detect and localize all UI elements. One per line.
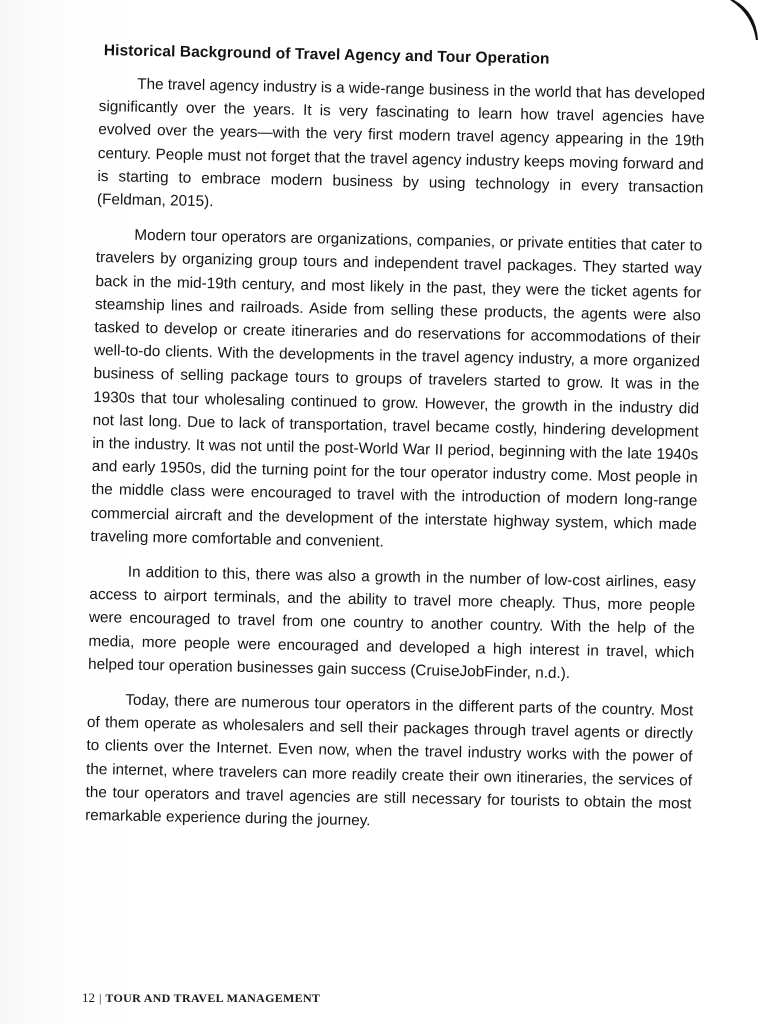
- footer-separator: |: [99, 991, 102, 1005]
- paragraph-4: Today, there are numerous tour operators in the different parts of the country. Most of them operate as wholesalers and sell their packages through travel agents or directly to clients over the Internet. Even now, when the travel industry works with the power of the internet, where travelers can more readily create their own itineraries, the services of the tour operators and travel agencies are still necessary for tourists to obtain the most remarkable experience during the journey.: [84, 691, 694, 830]
- paragraph-3: In addition to this, there was also a growth in the number of low-cost airlines, easy access to airport terminals, and the ability to travel more cheaply. Thus, more people were encouraged to travel from one country to another country. With the help of the media, more people were encouraged and developed a high interest in travel, which helped tour operation businesses gain success (CruiseJobFinder, n.d.).: [87, 563, 696, 683]
- paragraph-1: The travel agency industry is a wide-range business in the world that has developed significantly over the years. It is very fascinating to learn how travel agencies have evolved over the years—with the very first modern travel agency appearing in the 19th century. People must not forget that the travel agency industry keeps moving forward and is starting to embrace modern business by using technology in every transaction (Feldman, 2015).: [96, 75, 706, 211]
- page-number: 12: [82, 990, 95, 1005]
- page-footer: [82, 990, 320, 1006]
- section-heading: Historical Background of Travel Agency and Tour Operation: [103, 42, 550, 68]
- book-title: TOUR AND TRAVEL MANAGEMENT: [105, 991, 321, 1005]
- page-curl-shadow: [708, 0, 768, 60]
- article-body: [85, 42, 706, 851]
- paragraph-2: Modern tour operators are organizations, companies, or private entities that cater to travelers by organizing group tours and independent travel packages. They started way back in the mid-19th century, and most likely in the past, they were the ticket agents for steamship lines and railroads. Aside from selling these products, the agents were also tasked to develop or create itineraries and do reservations for accommodations of their well-to-do clients. With the developments in the travel agency industry, a more organized business of selling package tours to groups of travelers started to grow. It was in the 1930s that tour wholesaling continued to grow. However, the growth in the industry did not last long. Due to lack of transportation, travel became costly, hindering development in the industry. It was not until the post-World War II period, beginning with the late 1940s and early 1950s, did the turning point for the tour operator industry come. Most people in the middle class were encouraged to travel with the introduction of modern long-range commercial aircraft and the development of the interstate highway system, which made traveling more comfortable and convenient.: [90, 226, 703, 551]
